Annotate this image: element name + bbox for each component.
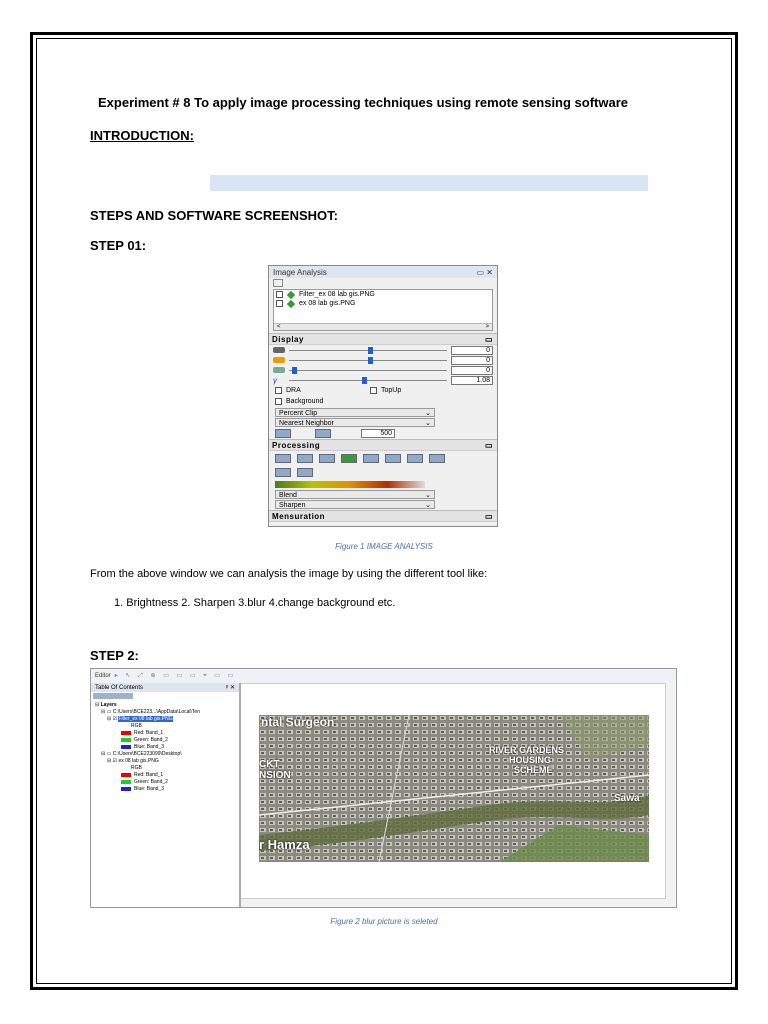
map-texture xyxy=(259,715,649,862)
contrast-slider xyxy=(269,345,497,355)
map-label: r Hamza xyxy=(259,837,310,852)
stretch-dropdown xyxy=(275,408,435,417)
slider-value: 0 xyxy=(451,356,493,365)
blend-dropdown xyxy=(275,490,435,499)
pixel-row xyxy=(269,428,497,439)
band-green: Green: Band_2 xyxy=(95,779,239,786)
blend-value: Blend xyxy=(279,492,297,499)
band-green: Green: Band_2 xyxy=(95,737,239,744)
tool-icon xyxy=(297,468,313,477)
map-label: ntal Surgeon xyxy=(261,715,335,729)
background-checkbox xyxy=(275,398,282,405)
tool-icon xyxy=(429,454,445,463)
tool-icon xyxy=(363,454,379,463)
raster-icon xyxy=(287,290,295,298)
horizontal-scrollbar xyxy=(241,898,666,907)
transparency-slider xyxy=(269,365,497,375)
processing-label: Processing xyxy=(272,440,321,450)
band-red: Red: Band_1 xyxy=(95,772,239,779)
swipe-icon xyxy=(275,429,291,438)
layer-row xyxy=(274,299,492,308)
image-analysis-title: Image Analysis xyxy=(273,267,327,277)
layer-node: ⊟ ☑ Filter_ex 08 lab gis.PNG xyxy=(107,716,173,722)
tool-icon xyxy=(297,454,313,463)
map-label: CKT xyxy=(259,759,280,770)
vertical-scrollbar xyxy=(665,683,676,907)
figure2-caption: Figure 2 blur picture is seleted xyxy=(330,917,438,926)
map-label: RIVER GARDENS xyxy=(489,745,565,755)
toolbar-icons: ▸ ↖ ⤢ ⊕ ▭ ▭ ▭ ⌖ ▭ ▭ xyxy=(114,673,237,679)
filter-dropdown xyxy=(275,500,435,509)
map-label: Sawa xyxy=(614,793,640,804)
checkbox xyxy=(276,300,283,307)
highlighted-blank-line xyxy=(210,175,648,191)
band-red: Red: Band_1 xyxy=(95,730,239,737)
slider-value: 1.08 xyxy=(451,376,493,385)
arcmap-toolbar xyxy=(91,669,676,684)
processing-section-header: Processing ▭ xyxy=(269,439,497,451)
chevron-down-icon: ⌄ xyxy=(425,502,431,509)
slider-value: 0 xyxy=(451,346,493,355)
body-paragraph: From the above window we can analysis the image by using the different tool like: xyxy=(90,568,488,580)
layers-node: ⊟ Layers xyxy=(95,702,117,708)
rgb-label: RGB xyxy=(131,723,142,729)
map-label: HOUSING xyxy=(509,755,552,765)
gamma-icon: γ xyxy=(273,375,277,385)
brightness-icon xyxy=(273,357,285,363)
band-blue: Blue: Band_3 xyxy=(95,744,239,751)
map-label: NSION xyxy=(259,770,291,781)
tool-icon xyxy=(385,454,401,463)
layer-name: Filter_ex 08 lab gis.PNG xyxy=(299,291,375,298)
tool-icon xyxy=(275,454,291,463)
pixel-icon xyxy=(315,429,331,438)
pixel-value: 500 xyxy=(361,429,395,438)
stretch-value: Percent Clip xyxy=(279,410,318,417)
tool-icon xyxy=(341,454,357,463)
step2-heading: STEP 2: xyxy=(90,648,139,663)
mensuration-label: Mensuration xyxy=(272,511,326,521)
image-analysis-titlebar xyxy=(269,266,497,278)
table-of-contents xyxy=(91,683,241,907)
resample-dropdown xyxy=(275,418,435,427)
color-ramp xyxy=(275,481,425,488)
horizontal-scrollbar: < > xyxy=(274,323,492,330)
toc-titlebar: Table Of Contents ᵖ ✕ xyxy=(91,683,239,692)
introduction-heading: INTRODUCTION: xyxy=(90,128,194,143)
filter-value: Sharpen xyxy=(279,502,306,509)
tool-icon xyxy=(275,468,291,477)
processing-tools xyxy=(269,451,497,465)
chevron-down-icon: ⌄ xyxy=(425,492,431,499)
checkbox xyxy=(276,291,283,298)
step1-heading: STEP 01: xyxy=(90,238,147,253)
folder-node: ⊟ ▭ C:\Users\BCE223...\AppData\Local\Ten xyxy=(101,709,200,715)
dra-label: DRA xyxy=(286,387,301,394)
map-label: SCHEME xyxy=(514,765,553,775)
toc-title: Table Of Contents xyxy=(95,684,144,691)
tool-icon xyxy=(407,454,423,463)
brightness-slider xyxy=(269,355,497,365)
chevron-down-icon: ⌄ xyxy=(425,410,431,417)
processing-tools-2 xyxy=(269,465,497,479)
chevron-down-icon: ⌄ xyxy=(425,420,431,427)
gamma-slider xyxy=(269,375,497,385)
editor-menu: Editor xyxy=(95,673,111,679)
figure1-caption: Figure 1 IMAGE ANALYSIS xyxy=(335,542,433,551)
image-analysis-screenshot xyxy=(268,265,498,527)
slider-value: 0 xyxy=(451,366,493,375)
document-title: Experiment # 8 To apply image processing techniques using remote sensing software xyxy=(98,95,629,110)
mensuration-section-header: Mensuration ▭ xyxy=(269,510,497,522)
display-label: Display xyxy=(272,334,304,344)
steps-heading: STEPS AND SOFTWARE SCREENSHOT: xyxy=(90,208,338,223)
toc-tree xyxy=(91,702,239,793)
transparency-icon xyxy=(273,367,285,373)
display-section-header: Display ▭ xyxy=(269,333,497,345)
satellite-map-image xyxy=(259,715,649,862)
list-icon xyxy=(273,279,283,287)
resample-value: Nearest Neighbor xyxy=(279,420,334,427)
layer-list xyxy=(273,289,493,331)
toc-toolbar xyxy=(93,693,237,701)
tool-list: 1. Brightness 2. Sharpen 3.blur 4.change background etc. xyxy=(114,597,396,609)
layer-row xyxy=(274,290,492,299)
rgb-label: RGB xyxy=(131,765,142,771)
toc-icons xyxy=(93,693,133,699)
toolbar-icon-row xyxy=(273,279,493,287)
arcmap-screenshot xyxy=(90,668,677,908)
band-blue: Blue: Band_3 xyxy=(95,786,239,793)
folder-node: ⊟ ▭ C:\Users\BCE223099\Desktop\ xyxy=(101,751,182,757)
dra-checkbox xyxy=(275,387,282,394)
tool-icon xyxy=(319,454,335,463)
topup-label: TopUp xyxy=(381,387,402,394)
raster-icon xyxy=(287,299,295,307)
contrast-icon xyxy=(273,347,285,353)
background-option xyxy=(269,396,497,407)
layer-name: ex 08 lab gis.PNG xyxy=(299,300,356,307)
topup-checkbox xyxy=(370,387,377,394)
close-icon: ▭ ✕ xyxy=(476,267,493,277)
background-label: Background xyxy=(286,398,324,405)
dra-options xyxy=(269,385,497,396)
layer-node: ⊟ ☑ ex 08 lab gis.PNG xyxy=(107,758,159,764)
